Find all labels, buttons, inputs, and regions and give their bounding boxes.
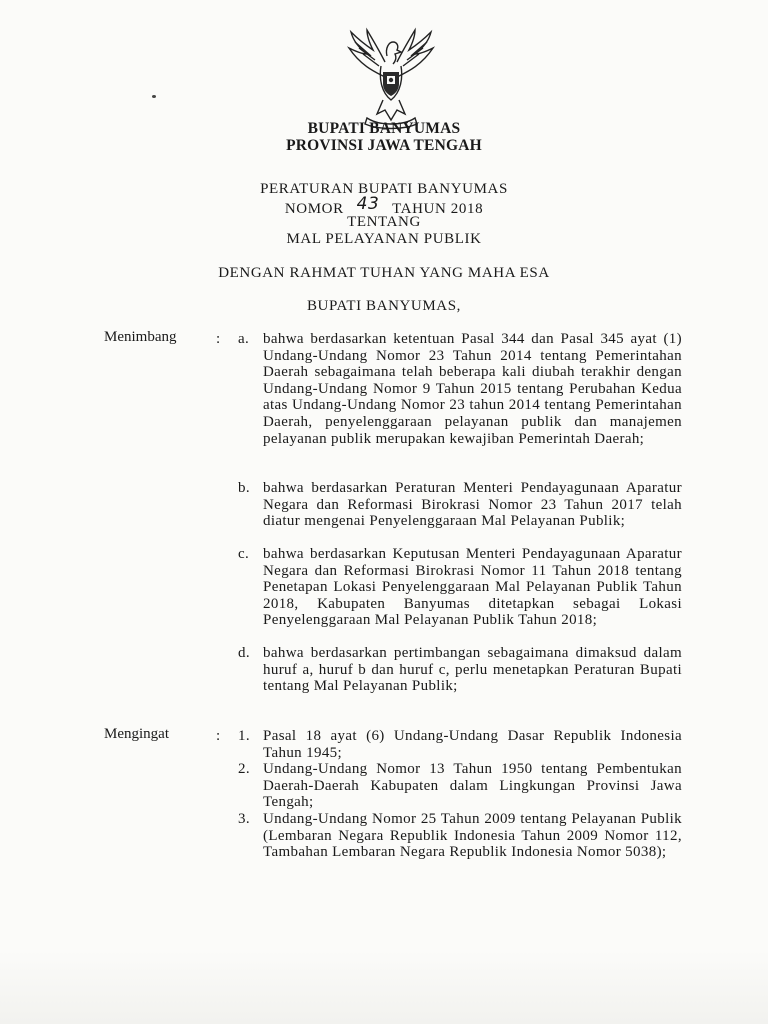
menimbang-colon: : [216,331,221,347]
item-marker: 1. [238,728,250,744]
menimbang-item-c [238,546,682,629]
rahmat-line: DENGAN RAHMAT TUHAN YANG MAHA ESA [218,265,550,281]
page-bottom-shade [0,950,768,1024]
mengingat-item-2 [238,761,682,811]
garuda-emblem-icon [337,26,445,132]
regulation-subject: MAL PELAYANAN PUBLIK [286,231,482,247]
mengingat-item-1 [238,728,682,761]
item-marker: c. [238,546,250,562]
mengingat-colon: : [216,728,221,744]
nomor-handwritten-value: 43 [356,194,380,214]
regulation-title: PERATURAN BUPATI BANYUMAS [260,181,508,197]
mengingat-label: Mengingat [104,726,169,742]
menimbang-item-d [238,645,682,695]
item-text: bahwa berdasarkan Peraturan Menteri Pendayagunaan Aparatur Negara dan Reformasi Birokrasi Nomor 23 Tahun 2017 telah diatur mengenai Penyelenggaraan Mal Pelayanan Publik; [263,480,682,530]
tahun-label: TAHUN 2018 [392,201,484,217]
item-text: Undang-Undang Nomor 13 Tahun 1950 tentang Pembentukan Daerah-Daerah Kabupaten dalam Lingkungan Provinsi Jawa Tengah; [263,761,682,811]
item-text: bahwa berdasarkan ketentuan Pasal 344 dan Pasal 345 ayat (1) Undang-Undang Nomor 23 Tahun 2014 tentang Pemerintahan Daerah sebagaimana telah beberapa kali diubah terakhir dengan Undang-Undang Nomor 9 Tahun 2015 tentang Perubahan Kedua atas Undang-Undang Nomor 23 tahun 2014 tentang Pemerintahan Daerah, penyelenggaraan pelayanan publik dan manajemen pelayanan publik merupakan kewajiban Pemerintah Daerah; [263,331,682,447]
item-marker: 2. [238,761,250,777]
item-marker: a. [238,331,250,347]
menimbang-label: Menimbang [104,329,177,345]
item-marker: b. [238,480,250,496]
mengingat-item-3 [238,811,682,861]
item-text: bahwa berdasarkan Keputusan Menteri Pendayagunaan Aparatur Negara dan Reformasi Birokrasi Nomor 11 Tahun 2018 tentang Penetapan Lokasi Penyelenggaraan Mal Pelayanan Publik Tahun 2018, Kabupaten Banyumas ditetapkan sebagai Lokasi Penyelenggaraan Mal Pelayanan Publik Tahun 2018; [263,546,682,629]
issuer-name: BUPATI BANYUMAS [307,120,461,137]
item-text: Pasal 18 ayat (6) Undang-Undang Dasar Republik Indonesia Tahun 1945; [263,728,682,761]
item-marker: d. [238,645,250,661]
bupati-line: BUPATI BANYUMAS, [306,298,462,314]
item-text: bahwa berdasarkan pertimbangan sebagaimana dimaksud dalam huruf a, huruf b dan huruf c, perlu menetapkan Peraturan Bupati tentang Mal Pelayanan Publik; [263,645,682,695]
issuer-province: PROVINSI JAWA TENGAH [286,137,482,154]
nomor-label: NOMOR [284,201,344,217]
item-marker: 3. [238,811,250,827]
scan-speck [152,95,156,98]
menimbang-item-b [238,480,682,530]
item-text: Undang-Undang Nomor 25 Tahun 2009 tentang Pelayanan Publik (Lembaran Negara Republik Indonesia Tahun 2009 Nomor 112, Tambahan Lembaran Negara Republik Indonesia Nomor 5038); [263,811,682,861]
menimbang-item-a [238,331,682,447]
tentang-label: TENTANG [347,214,421,230]
